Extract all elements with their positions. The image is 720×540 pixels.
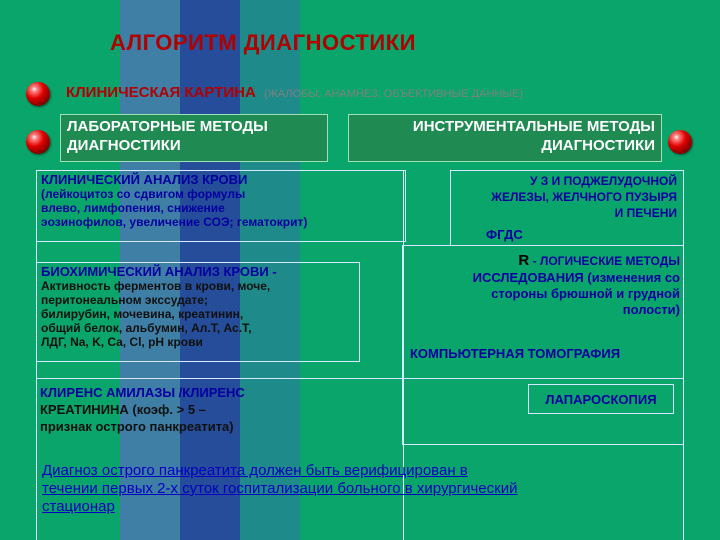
uzi-line: И ПЕЧЕНИ [614,206,677,220]
biochemical-blood-line: перитонеальном экссудате; [41,293,208,307]
red-ball-icon [668,130,692,154]
clinical-blood-line: эозинофилов, увеличение СОЭ; гематокрит) [41,215,308,229]
instrumental-methods-box [348,114,662,162]
clinical-blood-line: влево, лимфопения, снижение [41,201,225,215]
xray-methods [404,252,680,318]
xray-heading-rest: - ЛОГИЧЕСКИЕ МЕТОДЫ [529,254,680,268]
instrumental-methods-line1: ИНСТРУМЕНТАЛЬНЫЕ МЕТОДЫ [412,118,655,135]
lab-methods-box [60,114,328,162]
instrumental-methods-line2: ДИАГНОСТИКИ [541,137,655,154]
xray-r-letter: R [518,252,530,269]
conclusion-text [42,462,682,516]
biochemical-blood-line: ЛДГ, Na, K, Ca, Cl, pH крови [41,335,203,349]
uzi-line: ЖЕЛЕЗЫ, ЖЕЛЧНОГО ПУЗЫРЯ [491,190,677,204]
fgds-label: ФГДС [486,227,523,242]
clearance-line: КРЕАТИНИНА (коэф. > 5 – [40,402,206,417]
biochemical-blood-line: общий белок, альбумин, Ал.Т, Ас.Т, [41,321,252,335]
clinical-blood-box [36,170,406,242]
lab-methods-line2: ДИАГНОСТИКИ [67,137,181,154]
clearance-line: КЛИРЕНС АМИЛАЗЫ /КЛИРЕНС [40,385,245,400]
xray-methods-heading [404,252,680,270]
red-ball-icon [26,130,50,154]
clinical-blood-line: (лейкоцитоз со сдвигом формулы [41,187,246,201]
biochemical-blood-line: Активность ферментов в крови, моче, [41,279,271,293]
biochemical-blood-heading: БИОХИМИЧЕСКИЙ АНАЛИЗ КРОВИ - [41,264,277,279]
clearance-line: признак острого панкреатита) [40,419,234,434]
uzi-line: У З И ПОДЖЕЛУДОЧНОЙ [529,174,677,188]
clinical-blood-heading: КЛИНИЧЕСКИЙ АНАЛИЗ КРОВИ [41,172,248,187]
conclusion-line: течении первых 2-х суток госпитализации больного в хирургический [42,480,518,497]
conclusion-line: Диагноз острого панкреатита должен быть верифицирован в [42,462,468,479]
conclusion-line: стационар [42,498,115,515]
clinical-picture [66,84,523,101]
biochemical-blood-line: билирубин, мочевина, креатинин, [41,307,244,321]
clinical-picture-label: КЛИНИЧЕСКАЯ КАРТИНА [66,84,256,101]
xray-line: стороны брюшной и грудной [491,286,680,301]
page-title: АЛГОРИТМ ДИАГНОСТИКИ [110,30,416,55]
lab-methods-line1: ЛАБОРАТОРНЫЕ МЕТОДЫ [67,118,268,135]
red-ball-icon [26,82,50,106]
ct-label: КОМПЬЮТЕРНАЯ ТОМОГРАФИЯ [410,346,621,361]
clinical-picture-note: (ЖАЛОБЫ, АНАМНЕЗ, ОБЪЕКТИВНЫЕ ДАННЫЕ) [263,88,524,100]
biochemical-blood-box [36,262,360,362]
xray-line: полости) [622,302,680,317]
xray-line: ИССЛЕДОВАНИЯ (изменения со [472,270,680,285]
laparoscopy-label: ЛАПАРОСКОПИЯ [545,392,657,407]
